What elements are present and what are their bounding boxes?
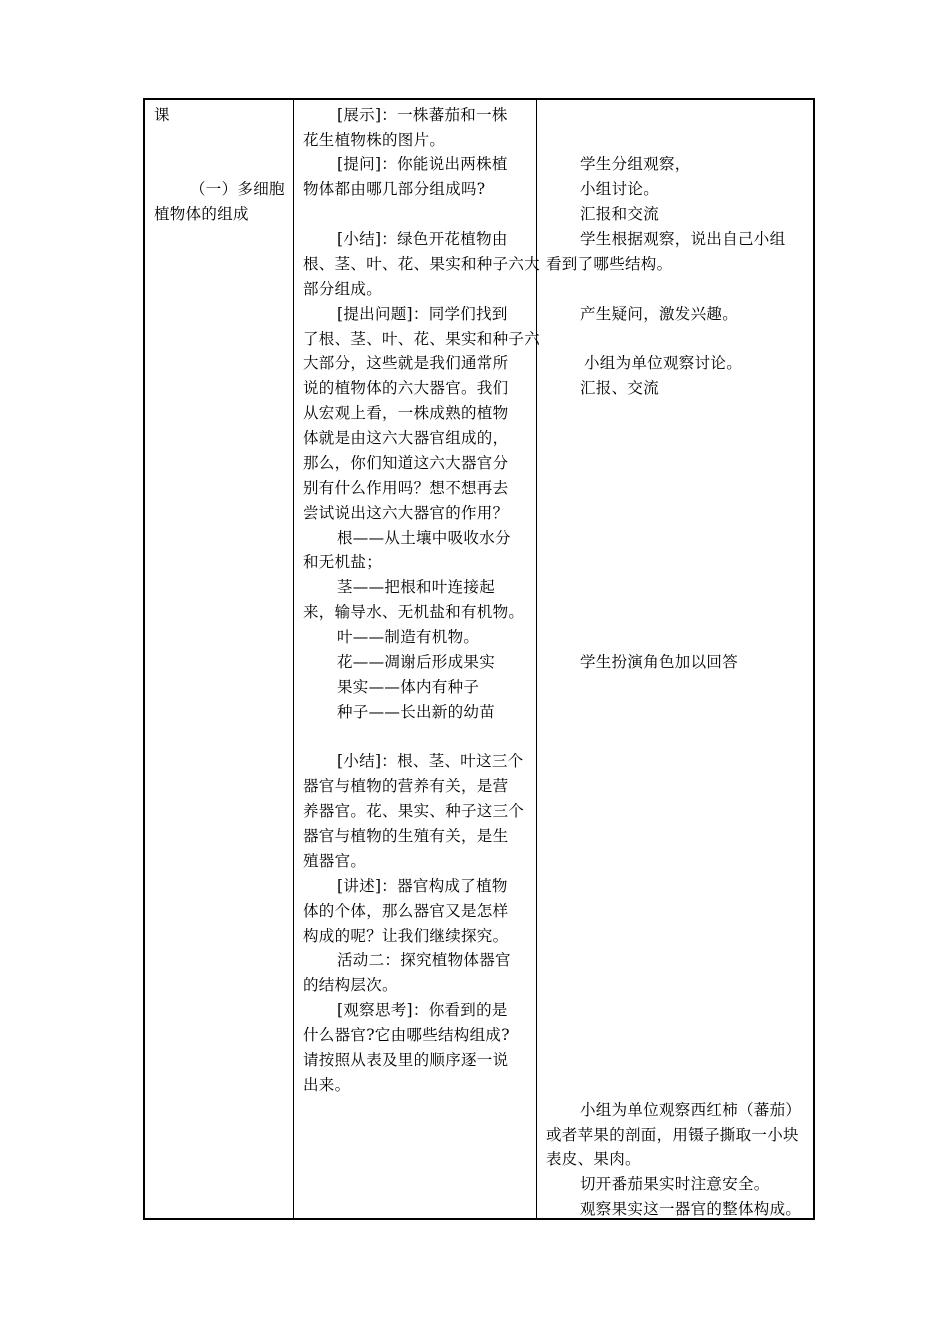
cell-text: 说的植物体的六大器官。我们 <box>303 379 509 397</box>
cell-text: 根——从土壤中吸收水分 <box>337 529 511 547</box>
cell-text: 尝试说出这六大器官的作用？ <box>303 504 509 522</box>
cell-text: 观察果实这一器官的整体构成。 <box>580 1200 802 1218</box>
cell-text: [展示]：一株蕃茄和一株 <box>337 106 508 124</box>
cell-text: 学生根据观察，说出自己小组 <box>580 230 786 248</box>
cell-text: 器官与植物的生殖有关，是生 <box>303 827 509 845</box>
cell-text: 殖器官。 <box>303 852 367 870</box>
cell-text: 切开番茄果实时注意安全。 <box>580 1175 770 1193</box>
cell-text: 物体都由哪几部分组成吗? <box>303 180 486 198</box>
cell-text: 小组为单位观察西红柿（蕃茄） <box>580 1101 802 1119</box>
cell-text: 看到了哪些结构。 <box>546 255 673 273</box>
cell-text: [小结]：根、茎、叶这三个 <box>337 752 524 770</box>
cell-text: 从宏观上看，一株成熟的植物 <box>303 404 509 422</box>
cell-text: 小组讨论。 <box>580 180 660 198</box>
cell-text: 来，输导水、无机盐和有机物。 <box>303 603 525 621</box>
cell-text: 课 <box>154 106 170 124</box>
cell-text: 什么器官?它由哪些结构组成? <box>303 1026 510 1044</box>
cell-text: 汇报、交流 <box>580 379 660 397</box>
cell-text: 花——凋谢后形成果实 <box>337 653 496 671</box>
cell-text: 学生扮演角色加以回答 <box>580 653 739 671</box>
cell-text: （一）多细胞 <box>190 180 285 198</box>
cell-text: 和无机盐； <box>303 553 383 571</box>
cell-text: [讲述]：器官构成了植物 <box>337 877 508 895</box>
cell-text: 养器官。花、果实、种子这三个 <box>303 802 525 820</box>
cell-text: 根、茎、叶、花、果实和种子六大 <box>303 255 541 273</box>
cell-text: 的结构层次。 <box>303 976 398 994</box>
cell-text: 活动二：探究植物体器官 <box>337 951 511 969</box>
cell-text: 大部分，这些就是我们通常所 <box>303 354 509 372</box>
cell-text: 汇报和交流 <box>580 205 660 223</box>
cell-text: 请按照从表及里的顺序逐一说 <box>303 1051 509 1069</box>
cell-text: 产生疑问，激发兴趣。 <box>580 305 739 323</box>
cell-text: 或者苹果的剖面，用镊子撕取一小块 <box>546 1126 799 1144</box>
cell-text: 部分组成。 <box>303 280 383 298</box>
cell-text: 构成的呢？让我们继续探究。 <box>303 927 509 945</box>
cell-text: [小结]：绿色开花植物由 <box>337 230 508 248</box>
cell-text: 茎——把根和叶连接起 <box>337 578 496 596</box>
cell-text: 体就是由这六大器官组成的， <box>303 429 509 447</box>
column-student-activity <box>537 100 815 1218</box>
cell-text: 叶——制造有机物。 <box>337 628 480 646</box>
lesson-plan-table <box>143 98 815 1220</box>
cell-text: 了根、茎、叶、花、果实和种子六 <box>303 330 541 348</box>
cell-text: [观察思考]：你看到的是 <box>337 1001 508 1019</box>
cell-text: [提出问题]：同学们找到 <box>337 305 508 323</box>
cell-text: 学生分组观察， <box>580 155 691 173</box>
cell-text: 器官与植物的营养有关，是营 <box>303 777 509 795</box>
column-teacher-activity <box>294 100 541 1218</box>
cell-text: 种子——长出新的幼苗 <box>337 703 496 721</box>
cell-text: 小组为单位观察讨论。 <box>584 354 743 372</box>
cell-text: 出来。 <box>303 1076 351 1094</box>
column-content <box>145 100 293 1218</box>
cell-text: 花生植物株的图片。 <box>303 131 446 149</box>
cell-text: 表皮、果肉。 <box>546 1150 641 1168</box>
cell-text: 别有什么作用吗？想不想再去 <box>303 479 509 497</box>
cell-text: 那么，你们知道这六大器官分 <box>303 454 509 472</box>
cell-text: 植物体的组成 <box>154 205 249 223</box>
cell-text: [提问]：你能说出两株植 <box>337 155 508 173</box>
cell-text: 果实——体内有种子 <box>337 678 480 696</box>
cell-text: 体的个体，那么器官又是怎样 <box>303 902 509 920</box>
